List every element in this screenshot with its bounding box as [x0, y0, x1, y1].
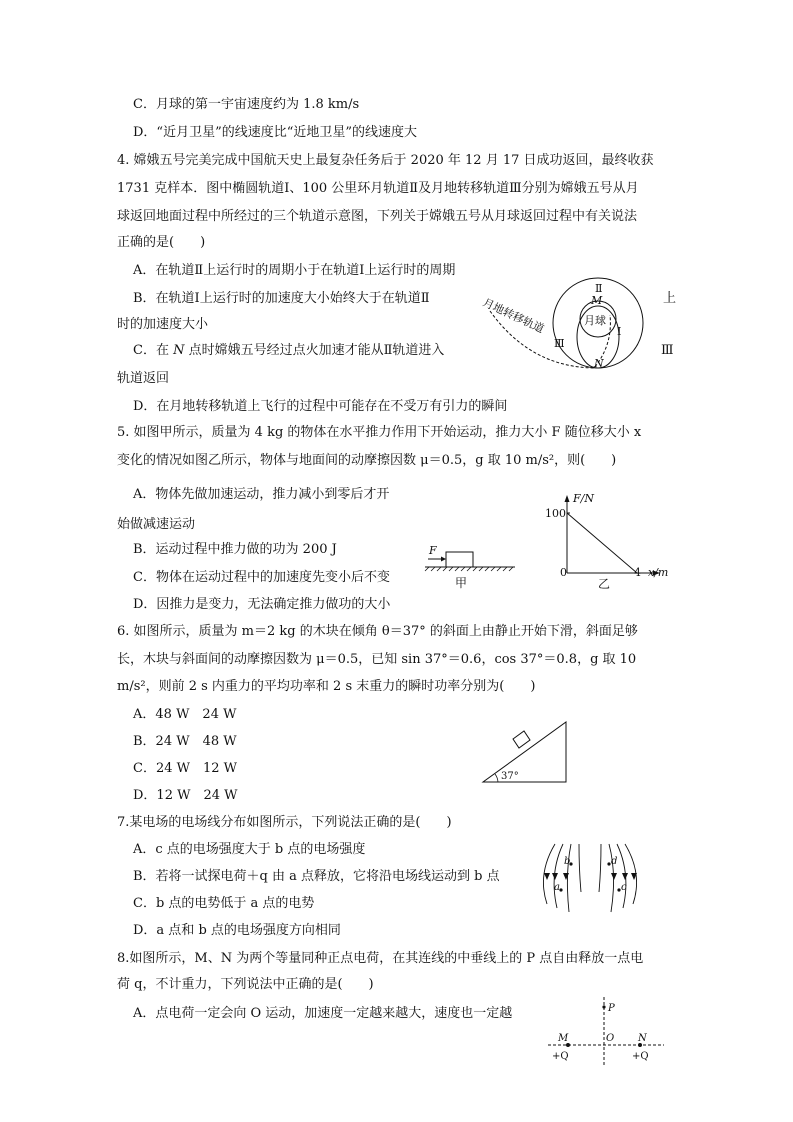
wooden-block: [513, 731, 530, 748]
q4-stem-line-1: 4. 嫦娥五号完美完成中国航天史上最复杂任务后于 2020 年 12 月 17 日成功返回，最终收获: [117, 153, 654, 168]
fig8-label-O: O: [606, 1033, 615, 1044]
q4-option-d: D．在月地转移轨道上飞行的过程中可能存在不受万有引力的瞬间: [133, 399, 508, 414]
fig8-label-P: P: [608, 1003, 615, 1014]
fig5-caption-yi: 乙: [598, 577, 611, 591]
fig7-label-d: d: [611, 856, 618, 867]
fig4-label-II: Ⅱ: [595, 282, 603, 295]
q6-option-d: D．12 W 24 W: [133, 788, 238, 803]
fig5-xlabel: x/m: [648, 566, 669, 579]
fig4-label-N: N: [594, 357, 604, 370]
q5-option-a-line-1: A．物体先做加速运动，推力减小到零后才开: [133, 487, 390, 502]
q4-option-b-line-2: 时的加速度大小: [117, 317, 209, 332]
q6-stem-line-3: m/s²，则前 2 s 内重力的平均功率和 2 s 末重力的瞬时功率分别为( ): [117, 679, 536, 694]
q4-option-c-text: 点时嫦娥五号经过点火加速才能从Ⅱ轨道进入: [184, 343, 445, 358]
q3-option-c: C．月球的第一宇宙速度约为 1.8 km/s: [133, 97, 360, 112]
q5-stem-line-1: 5. 如图甲所示，质量为 4 kg 的物体在水平推力作用下开始运动，推力大小 F 随位移大小 x: [117, 425, 642, 440]
fig8-label-Q-left: +Q: [552, 1051, 569, 1062]
fig8-label-N: N: [638, 1033, 647, 1044]
fig5-y-tick: 100: [545, 507, 566, 520]
q7-option-c: C．b 点的电势低于 a 点的电势: [133, 896, 315, 911]
angle-arc: [495, 774, 498, 782]
fig4-label-moon: 月球: [584, 314, 606, 327]
fig4-label-M: M: [591, 294, 603, 307]
q5-option-c: C．物体在运动过程中的加速度先变小后不变: [133, 570, 390, 585]
q7-stem: 7.某电场的电场线分布如图所示，下列说法正确的是( ): [117, 815, 452, 830]
fig5-label-F: F: [429, 544, 437, 557]
point-p: [602, 1005, 605, 1008]
q4-stem-line-4: 正确的是( ): [117, 235, 206, 250]
q4-option-a: A．在轨道Ⅱ上运行时的周期小于在轨道Ⅰ上运行时的周期: [133, 263, 456, 278]
q7-option-b: B．若将一试探电荷＋q 由 a 点释放，它将沿电场线运动到 b 点: [133, 869, 500, 884]
q4-option-c-line-2: 轨道返回: [117, 371, 170, 386]
fig5-origin: 0: [560, 566, 567, 579]
q3-option-d: D．“近月卫星”的线速度比“近地卫星”的线速度大: [133, 125, 418, 140]
q5-stem-line-2: 变化的情况如图乙所示，物体与地面间的动摩擦因数 μ＝0.5，g 取 10 m/s²，则( ): [117, 453, 617, 468]
fig8-label-M: M: [558, 1033, 569, 1044]
q4-option-c-line-1: [133, 342, 444, 360]
q8-stem-line-2: 荷 q，不计重力，下列说法中正确的是( ): [117, 977, 374, 992]
q5-option-a-line-2: 始做减速运动: [117, 517, 196, 532]
fig6-angle-label: 37°: [501, 771, 519, 782]
fig5-caption-jia: 甲: [455, 576, 468, 590]
q7-option-d: D．a 点和 b 点的电场强度方向相同: [133, 923, 341, 938]
q4-stem-line-3: 球返回地面过程中所经过的三个轨道示意图，下列关于嫦娥五号从月球返回过程中有关说法: [117, 209, 638, 224]
fig4-label-transfer-orbit: 月地转移轨道: [480, 295, 547, 336]
fig7-label-c: c: [621, 882, 627, 893]
block: [446, 552, 473, 567]
q5-figure-yi: [540, 493, 680, 593]
fig5-x-tick: 4: [634, 566, 641, 579]
q4-orbit-figure: [470, 275, 670, 375]
q4-option-c-prefix: C．在: [133, 343, 174, 358]
fig7-label-b: b: [564, 856, 571, 867]
fig8-label-Q-right: +Q: [632, 1051, 649, 1062]
force-line: [567, 513, 637, 573]
q4-option-b-tail: 上: [663, 291, 677, 306]
q8-option-a: A．点电荷一定会向 O 运动，加速度一定越来越大，速度也一定越: [133, 1006, 513, 1021]
q4-option-b-line-1: B．在轨道Ⅰ上运行时的加速度大小始终大于在轨道Ⅱ: [133, 291, 430, 306]
q8-stem-line-1: 8.如图所示，M、N 为两个等量同种正点电荷，在其连线的中垂线上的 P 点自由释放一点电: [117, 951, 644, 966]
q5-figure-jia: [425, 540, 525, 590]
q4-option-c-point: N: [173, 343, 185, 358]
q5-option-b: B．运动过程中推力做的功为 200 J: [133, 542, 337, 557]
q4-stem-line-2: 1731 克样本．图中椭圆轨道Ⅰ、100 公里环月轨道Ⅱ及月地转移轨道Ⅲ分别为嫦娥五号从月: [117, 181, 639, 196]
fig4-label-III: Ⅲ: [554, 337, 565, 350]
q6-option-c: C．24 W 12 W: [133, 761, 238, 776]
q4-option-c-tail: Ⅲ: [661, 343, 674, 358]
q8-charges-figure: [540, 995, 670, 1085]
q7-field-lines-figure: [535, 840, 645, 920]
q6-stem-line-1: 6. 如图所示，质量为 m＝2 kg 的木块在倾角 θ＝37° 的斜面上由静止开始下滑，斜面足够: [117, 624, 638, 639]
fig5-ylabel: [572, 492, 594, 505]
q5-option-d: D．因推力是变力，无法确定推力做功的大小: [133, 597, 391, 612]
q6-stem-line-2: 长，木块与斜面间的动摩擦因数为 μ＝0.5，已知 sin 37°＝0.6，cos 37°＝0.8，g 取 10: [117, 652, 637, 667]
fig5-ylabel-text: F/N: [573, 492, 594, 505]
q6-incline-figure: [478, 715, 578, 785]
fig7-label-a: a: [554, 882, 560, 893]
q7-option-a: A．c 点的电场强度大于 b 点的电场强度: [133, 842, 366, 857]
fig4-label-I: Ⅰ: [617, 325, 622, 338]
q6-option-a: A．48 W 24 W: [133, 707, 237, 722]
q6-option-b: B．24 W 48 W: [133, 734, 237, 749]
